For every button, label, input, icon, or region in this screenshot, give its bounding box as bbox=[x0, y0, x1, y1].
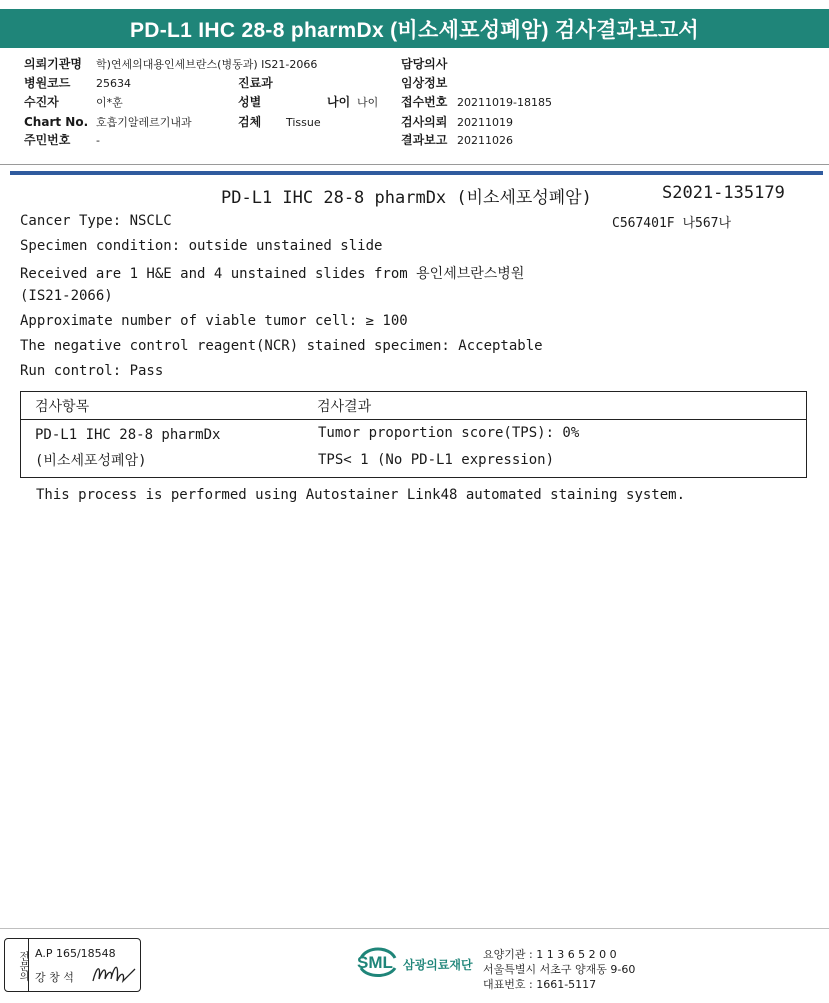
info-label: 나이 bbox=[327, 95, 351, 109]
address: 서울특별시 서초구 양재동 9-60 bbox=[483, 963, 636, 976]
info-label: 담당의사 bbox=[401, 57, 448, 71]
info-value: 나이 bbox=[357, 96, 379, 109]
info-row-hospital-code bbox=[24, 74, 131, 93]
divider-blue bbox=[10, 171, 823, 175]
info-value: - bbox=[96, 134, 100, 147]
result-tps-score: Tumor proportion score(TPS): 0% bbox=[318, 425, 580, 441]
info-row-institution bbox=[24, 55, 318, 74]
report-line: Received are 1 H&E and 4 unstained slides from 용인세브란스병원 bbox=[20, 266, 525, 282]
info-label: 주민번호 bbox=[24, 133, 71, 147]
info-value: 호흡기알레르기내과 bbox=[96, 116, 192, 129]
pathologist-stamp bbox=[4, 938, 141, 992]
divider bbox=[0, 164, 829, 165]
info-label: 진료과 bbox=[238, 76, 273, 90]
info-row-patient bbox=[24, 93, 123, 112]
report-header-bar bbox=[0, 9, 829, 48]
info-label: 수진자 bbox=[24, 95, 59, 109]
info-value: 20211019-18185 bbox=[457, 96, 552, 109]
org-name: 삼광의료재단 bbox=[403, 958, 473, 972]
info-value: 25634 bbox=[96, 77, 131, 90]
test-item-name: PD-L1 IHC 28-8 pharmDx bbox=[35, 427, 221, 443]
info-row-age bbox=[327, 93, 378, 112]
info-row-chart-no bbox=[24, 113, 192, 132]
column-header-item: 검사항목 bbox=[35, 399, 90, 415]
info-label: 결과보고 bbox=[401, 133, 448, 147]
info-row-receipt-no bbox=[401, 93, 552, 112]
sml-logo-text: SML bbox=[357, 953, 393, 972]
report-line: Cancer Type: NSCLC bbox=[20, 213, 172, 229]
report-header-title: PD-L1 IHC 28-8 pharmDx (비소세포성폐암) 검사결과보고서 bbox=[129, 18, 700, 42]
result-tps-interpretation: TPS< 1 (No PD-L1 expression) bbox=[318, 452, 555, 468]
info-row-doctor bbox=[401, 55, 447, 74]
column-header-result: 검사결과 bbox=[317, 399, 372, 415]
stamp-vertical-label: 전문의 bbox=[5, 939, 29, 991]
info-row-resident-no bbox=[24, 131, 100, 150]
info-value: 학)연세의대용인세브란스(병동과) IS21-2066 bbox=[96, 58, 318, 71]
info-row-sex bbox=[238, 93, 261, 112]
results-table bbox=[20, 391, 807, 478]
footer-divider bbox=[0, 928, 829, 929]
info-label: 의뢰기관명 bbox=[24, 57, 82, 71]
info-label: 임상정보 bbox=[401, 76, 448, 90]
stamp-name: 강 창 석 bbox=[35, 971, 74, 984]
info-value: Tissue bbox=[286, 116, 321, 129]
report-line: Specimen condition: outside unstained slide bbox=[20, 238, 383, 254]
report-line: Approximate number of viable tumor cell: ≥ 100 bbox=[20, 313, 408, 329]
report-line: Run control: Pass bbox=[20, 363, 164, 379]
info-label: 접수번호 bbox=[401, 95, 448, 109]
info-label: 성별 bbox=[238, 95, 262, 109]
sub-id: C567401F 나567나 bbox=[612, 216, 732, 231]
info-row-report-date bbox=[401, 131, 513, 150]
report-line: (IS21-2066) bbox=[20, 288, 113, 304]
info-value: 20211026 bbox=[457, 134, 513, 147]
info-row-request-date bbox=[401, 113, 513, 132]
stamp-license-id: A.P 165/18548 bbox=[35, 947, 116, 960]
info-label: 병원코드 bbox=[24, 76, 71, 90]
process-note: This process is performed using Autostainer Link48 automated staining system. bbox=[36, 487, 686, 503]
info-row-clinical-info bbox=[401, 74, 447, 93]
institution-code: 요양기관 : 1 1 3 6 5 2 0 0 bbox=[483, 948, 617, 961]
sample-id: S2021-135179 bbox=[662, 183, 785, 203]
report-line: The negative control reagent(NCR) stained specimen: Acceptable bbox=[20, 338, 543, 354]
info-label: 검체 bbox=[238, 115, 262, 129]
info-label: Chart No. bbox=[24, 115, 89, 129]
info-value: 이*훈 bbox=[96, 96, 123, 109]
phone: 대표번호 : 1661-5117 bbox=[483, 978, 597, 991]
info-row-specimen bbox=[238, 113, 321, 132]
results-header-row bbox=[21, 392, 806, 420]
info-row-department bbox=[238, 74, 273, 93]
report-title: PD-L1 IHC 28-8 pharmDx (비소세포성폐암) bbox=[221, 188, 592, 208]
info-value: 20211019 bbox=[457, 116, 513, 129]
info-label: 검사의뢰 bbox=[401, 115, 448, 129]
signature-icon bbox=[91, 961, 137, 987]
test-item-subname: (비소세포성폐암) bbox=[35, 453, 147, 469]
